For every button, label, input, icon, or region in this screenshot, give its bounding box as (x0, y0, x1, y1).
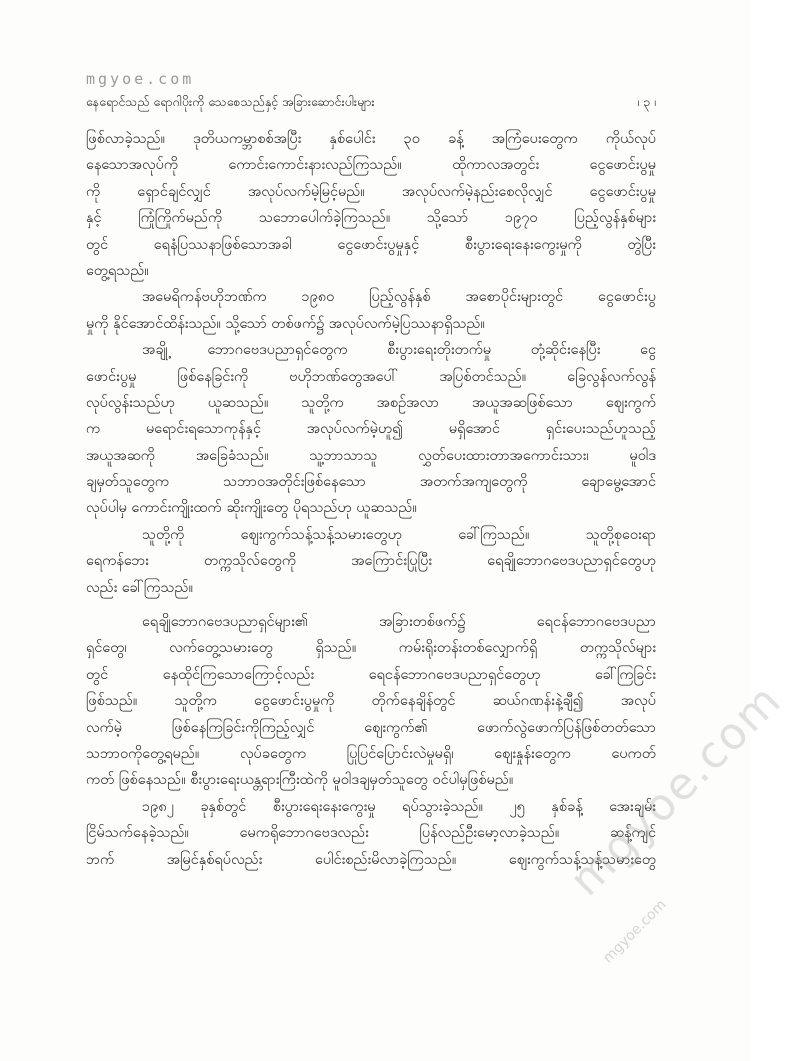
paragraph (86, 337, 656, 522)
watermark-diagonal: mgyoe.com (560, 674, 792, 907)
text-line: မှုကို နိုင်အောင်ထိန်းသည်။ သို့သော် တစ်ဖက်၌ အလုပ်လက်မဲ့ပြဿနာရှိသည်။ (86, 315, 485, 332)
text-line: ကတ် ဖြစ်နေသည်။ စီးပွားရေးယန္တရားကြီးထဲကို မူဝါဒချမှတ်သူတွေ ဝင်ပါမှဖြစ်မည်။ (86, 772, 514, 789)
text-line: ရေချိုဘောဂဗေဒပညာရှင်များ၏ အခြားတစ်ဖက်၌ ရေငန်ဘောဂဗေဒပညာ (142, 614, 656, 631)
text-line: အချို့ ဘောဂဗေဒပညာရှင်တွေက စီးပွားရေးတိုးတက်မှု တုံ့ဆိုင်းနေပြီး ငွေ (142, 342, 656, 359)
text-line: က မရောင်းရသောကုန်နှင့် အလုပ်လက်မဲ့ဟူ၍ မရှိအောင် ရှင်းပေးသည်ဟူသည့် (86, 421, 656, 438)
text-line: အယူအဆကို အခြေခံသည်။ သူ့ဘာသာသူ လွှတ်ပေးထားတာအကောင်းသား၊ မူဝါဒ (86, 447, 656, 464)
text-line: နှင့် ကြုံကြိုက်မည်ကို သဘောပေါက်ခဲ့ကြသည်။ သို့သော် ၁၉၇၀ ပြည့်လွန်နှစ်များ (86, 210, 656, 227)
text-line: လက်မဲ့ ဖြစ်နေကြခြင်းကိုကြည့်လျှင် ဈေးကွက်၏ ဖောက်လွဲဖောက်ပြန်ဖြစ်တတ်သော (86, 719, 656, 736)
paragraph (86, 609, 656, 794)
text-line: တွင် ရေနံပြဿနာဖြစ်သောအခါ ငွေဖောင်းပွမှုနှင့် စီးပွားရေးနေးကွေးမှုကို တွဲပြီး (86, 236, 656, 253)
text-line: ဖြစ်သည်။ သူတို့က ငွေဖောင်းပွမှုကို တိုက်နေချိန်တွင် ဆယ်ဂဏန်းနဲ့ချီ၍ အလုပ် (86, 693, 656, 710)
text-line: ရေကန်ဘေး တက္ကသိုလ်တွေကို အကြောင်းပြုပြီး ရေချိုဘောဂဗေဒပညာရှင်တွေဟု (86, 553, 656, 570)
text-line: တွေ့ရသည်။ (86, 262, 149, 279)
text-line: သဘာဝကိုတွေ့ရမည်။ လုပ်ခတွေက ပြုပြင်ပြောင်းလဲမှုမရှိ၊ ဈေးနှုန်းတွေက ပေကတ် (86, 745, 656, 762)
text-line: လည်း ခေါ်ကြသည်။ (86, 579, 193, 596)
watermark-top: mgyoe.com (86, 70, 195, 88)
text-line: ဘက် အမြင်နှစ်ရပ်လည်း ပေါင်းစည်းမိလာခဲ့ကြသည်။ ဈေးကွက်သန့်သန့်သမားတွေ (86, 851, 656, 868)
text-line: နေသောအလုပ်ကို ကောင်းကောင်းနားလည်ကြသည်။ ထိုကာလအတွင်း ငွေဖောင်းပွမှု (86, 157, 656, 174)
text-line: ဖောင်းပွမှု ဖြစ်နေခြင်းကို ဗဟိုဘဏ်တွေအပေါ် အပြစ်တင်သည်။ ခြေလွန်လက်လွန် (86, 368, 656, 385)
running-header (86, 94, 656, 113)
text-line: ချမှတ်သူတွေက သဘာဝအတိုင်းဖြစ်နေသော အတက်အကျတွေကို ချောမွေ့အောင် (86, 474, 656, 491)
text-line: လုပ်လွန်းသည်ဟု ယူဆသည်။ သူတို့က အစဉ်အလာ အယူအဆဖြစ်သော ဈေးကွက် (86, 394, 656, 411)
text-line: ရှင်တွေ၊ လက်တွေ့သမားတွေ ရှိသည်။ ကမ်းရိုးတန်းတစ်လျှောက်ရှိ တက္ကသိုလ်များ (86, 640, 656, 657)
header-title: နေရောင်သည် ရောဂါပိုးကို သေစေသည်နှင့် အခြားဆောင်းပါးများ (86, 94, 375, 109)
text-line: လုပ်ပါမှ ကောင်းကျိုးထက် ဆိုးကျိုးတွေ ပိုရသည်ဟု ယူဆသည်။ (86, 500, 417, 517)
paragraph (86, 522, 656, 601)
paragraph (86, 284, 656, 337)
text-line: တွင် နေထိုင်ကြသောကြောင့်လည်း ရေငန်ဘောဂဗေဒပညာရှင်တွေဟု ခေါ်ကြခြင်း (86, 666, 656, 683)
paragraph (86, 126, 656, 284)
text-line: ငြိမ်သက်နေခဲ့သည်။ မေကရိုဘောဂဗေဒလည်း ပြန်လည်ဦးမော့လာခဲ့သည်။ ဆန့်ကျင် (86, 825, 656, 842)
text-line: သူတို့ကို ဈေးကွက်သန့်သန့်သမားတွေဟု ခေါ်ကြသည်။ သူတို့စုဝေးရာ (142, 526, 656, 543)
watermark-diagonal-small: mgyoe.com (600, 896, 670, 967)
text-line: ဖြစ်လာခဲ့သည်။ ဒုတိယကမ္ဘာစစ်အပြီး နှစ်ပေါင်း ၃၀ ခန့် အကြံပေးတွေက ကိုယ်လုပ် (86, 131, 656, 147)
paragraph-gap (86, 601, 656, 609)
text-line: အမေရိကန်ဗဟိုဘဏ်က ၁၉၈၀ ပြည့်လွန်နှစ် အစောပိုင်းများတွင် ငွေဖောင်းပွ (142, 289, 656, 306)
text-line: ၁၉၈၂ ခုနှစ်တွင် စီးပွားရေးနေးကွေးမှု ရပ်သွားခဲ့သည်။ ၂၅ နှစ်ခန့် အေးချမ်း (142, 798, 656, 815)
text-line: ကို ရှောင်ချင်လျှင် အလုပ်လက်မဲ့မြင့်မည်။ အလုပ်လက်မဲ့နည်းစေလိုလျှင် ငွေဖောင်းပွမှု (86, 183, 656, 200)
page-body (86, 126, 656, 873)
page-number: ၊ ၃ ၊ (637, 94, 656, 109)
